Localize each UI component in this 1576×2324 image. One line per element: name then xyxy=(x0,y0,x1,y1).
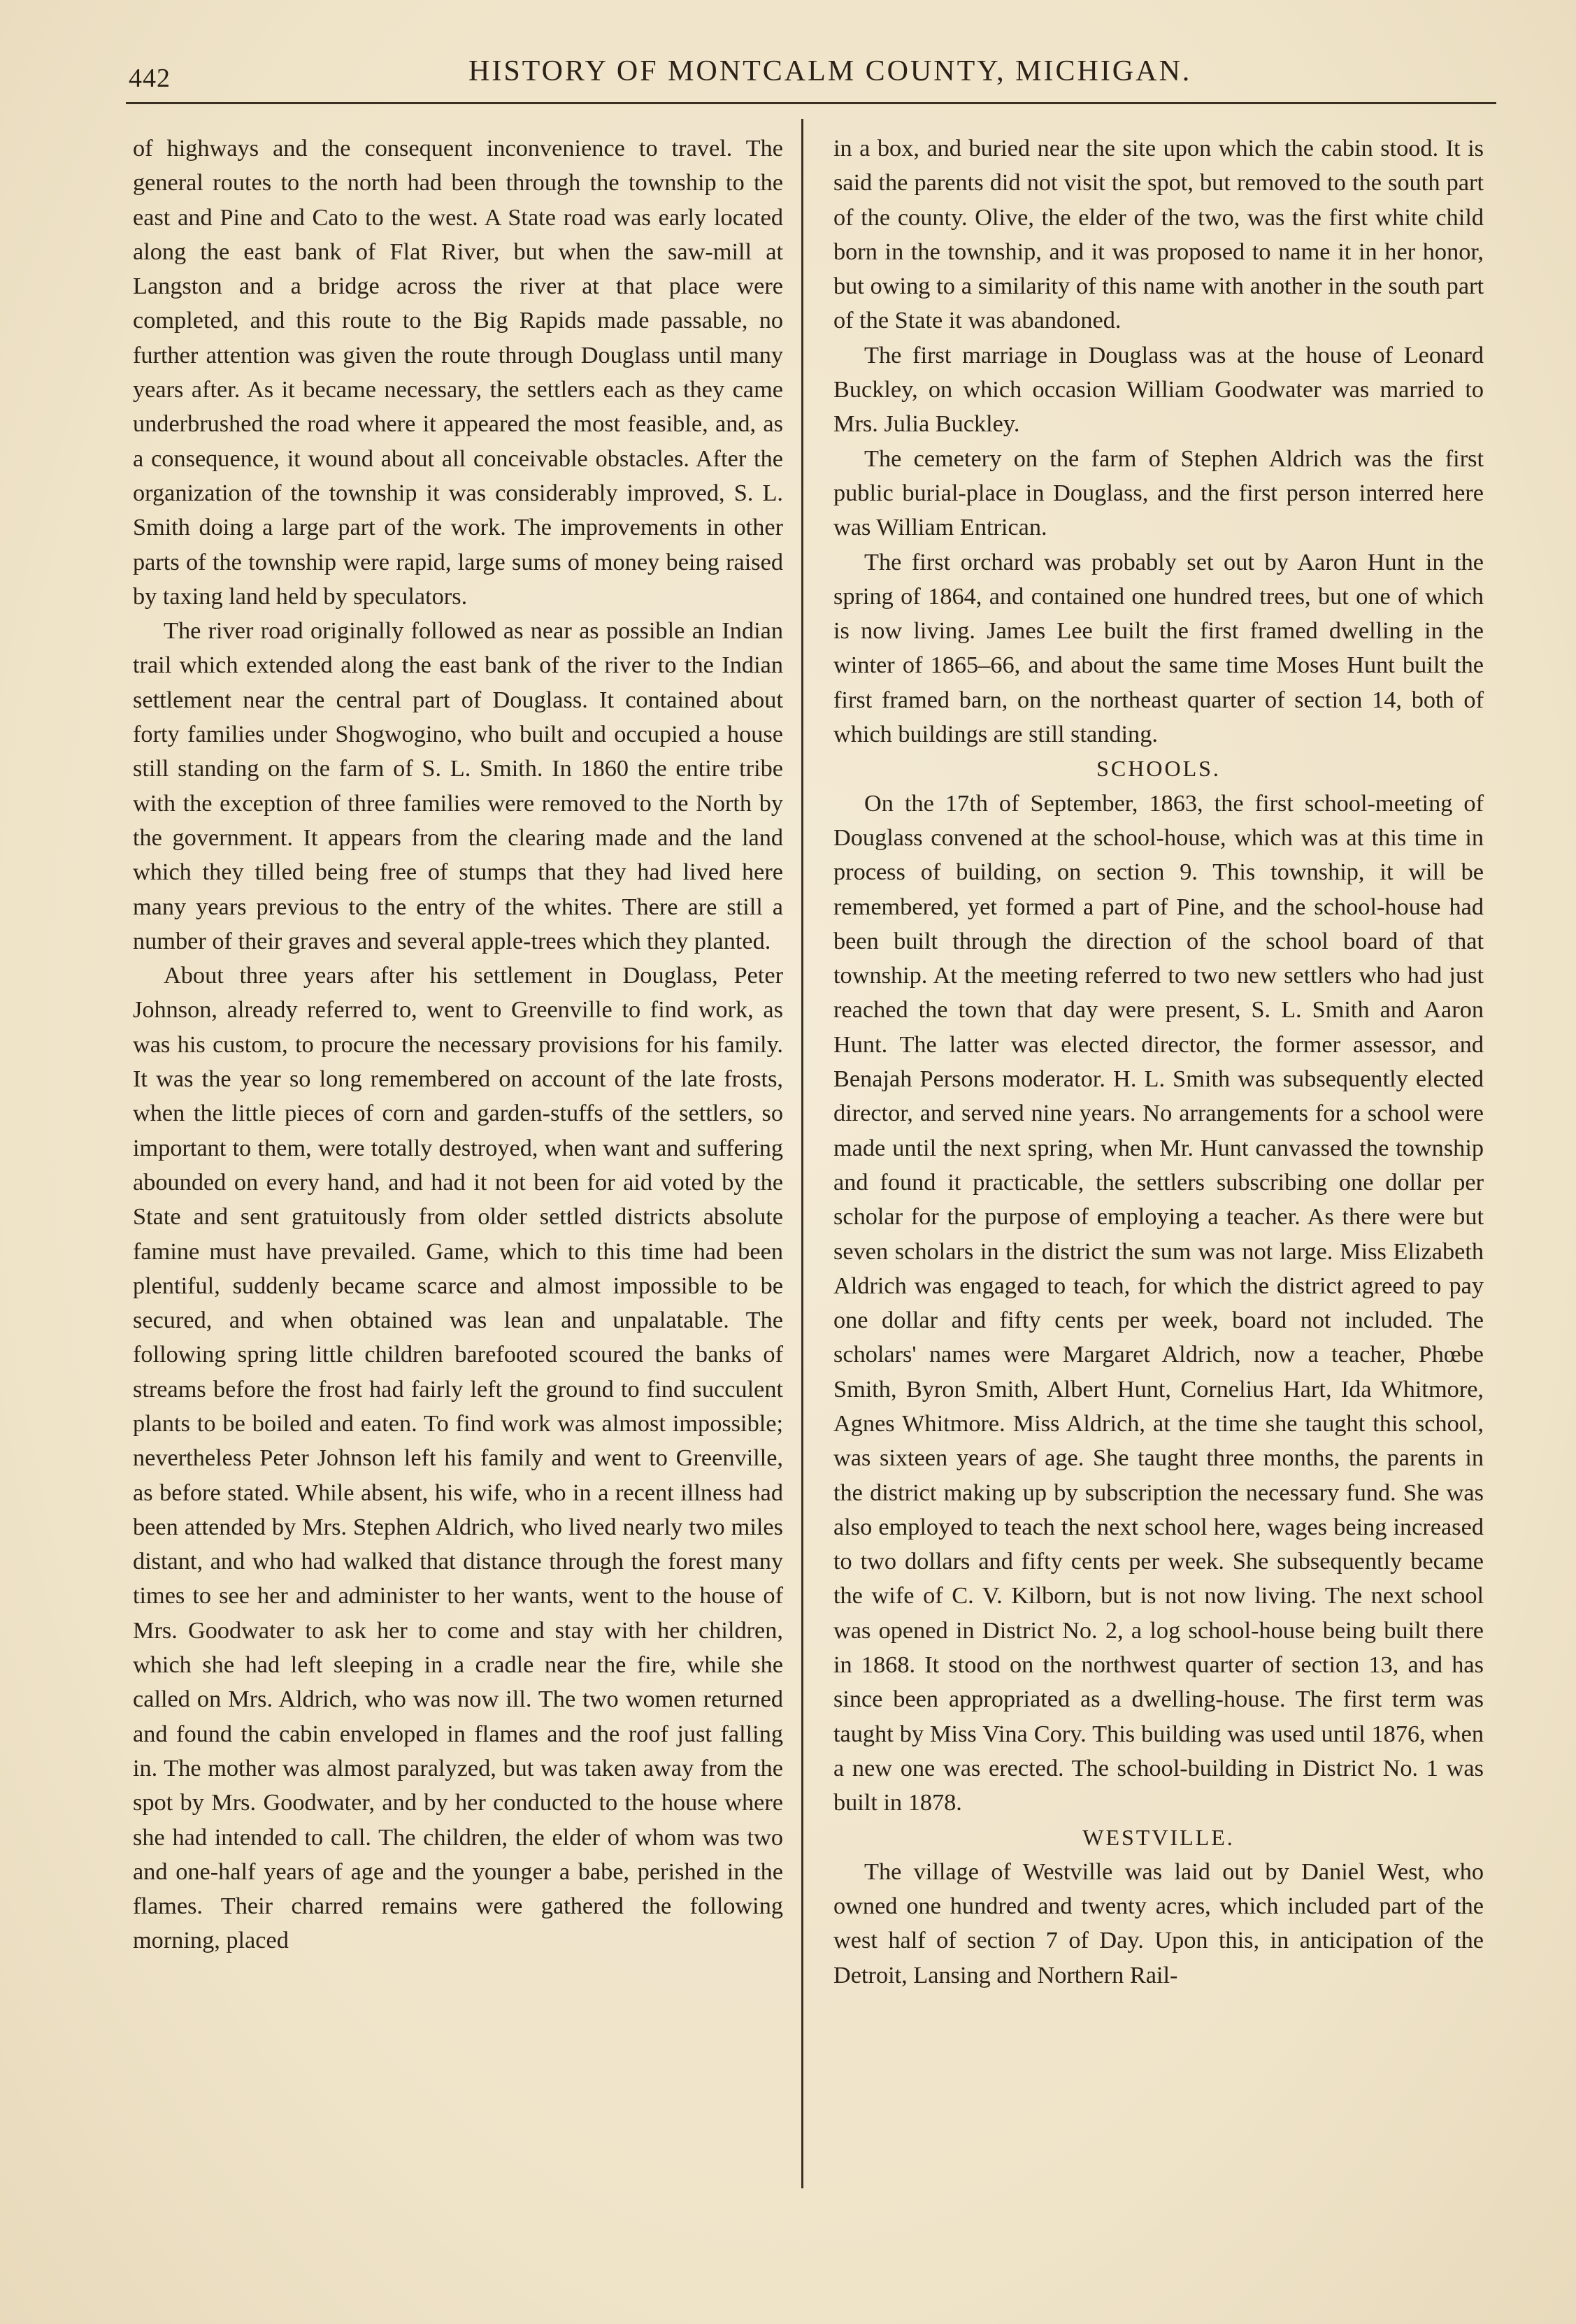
heading-westville: WESTVILLE. xyxy=(1082,1824,1235,1850)
heading-schools: SCHOOLS. xyxy=(1096,756,1221,782)
right-column xyxy=(833,131,1484,1993)
left-column xyxy=(133,131,783,1958)
paragraph-first-orchard: The first orchard was probably set out by Aaron Hunt in the spring of 1864, and contained one hundred trees, but one of which is now living. James Lee built the first framed dwelling in the winter of 1865–66, and about the same time Moses Hunt built the first framed barn, on the northeast quarter of section 14, both of which buildings are still standing. xyxy=(833,548,1484,748)
column-divider xyxy=(801,119,803,2188)
page-number: 442 xyxy=(129,64,171,93)
running-title: HISTORY OF MONTCALM COUNTY, MICHIGAN. xyxy=(468,55,1192,87)
paragraph-westville: The village of Westville was laid out by Daniel West, who owned one hundred and twenty acres, which included part of the west half of section 7 of Day. Upon this, in anticipation of the Detroit, Lansing and Northern Rail- xyxy=(833,1858,1484,1988)
paragraph-highways: of highways and the consequent inconvenience to travel. The general routes to the north had been through the township to the east and Pine and Cato to the west. A State road was early located along the east bank of Flat River, but when the saw-mill at Langston and a bridge across the river at that place were completed, and this route to the Big Rapids made passable, no further attention was given the route through Douglass until many years after. As it became necessary, the settlers each as they came underbrushed the road where it appeared the most feasible, and, as a consequence, it wound about all conceivable obstacles. After the organization of the township it was considerably improved, S. L. Smith doing a large part of the work. The improvements in other parts of the township were rapid, large sums of money being raised by taxing land held by speculators. xyxy=(133,135,783,610)
paragraph-river-road: The river road originally followed as near as possible an Indian trail which extended along the east bank of the river to the Indian settlement near the central part of Douglass. It contained about forty families under Shogwogino, who built and occupied a house still standing on the farm of S. L. Smith. In 1860 the entire tribe with the exception of three families were removed to the North by the government. It appears from the clearing made and the land which they tilled being free of stumps that they had lived here many years previous to the entry of the whites. There are still a number of their graves and several apple-trees which they planted. xyxy=(133,617,783,954)
paragraph-first-marriage: The first marriage in Douglass was at the house of Leonard Buckley, on which occasion William Goodwater was married to Mrs. Julia Buckley. xyxy=(833,341,1484,438)
paragraph-peter-johnson: About three years after his settlement in Douglass, Peter Johnson, already referred to, went to Greenville to find work, as was his custom, to procure the necessary provisions for his family. It was the year so long remembered on account of the late frosts, when the little pieces of corn and garden-stuffs of the settlers, so important to them, were totally destroyed, when want and suffering abounded on every hand, and had it not been for aid voted by the State and sent gratuitously from older settled districts absolute famine must have prevailed. Game, which to this time had been plentiful, suddenly became scarce and almost impossible to be secured, and when obtained was lean and unpalatable. The following spring little children barefooted scoured the banks of streams before the frost had fairly left the ground to find succulent plants to be boiled and eaten. To find work was almost impossible; nevertheless Peter Johnson left his family and went to Greenville, as before stated. While absent, his wife, who in a recent illness had been attended by Mrs. Stephen Aldrich, who lived nearly two miles distant, and who had walked that distance through the forest many times to see her and administer to her wants, went to the house of Mrs. Goodwater to ask her to come and stay with her children, which she had left sleeping in a cradle near the fire, while she called on Mrs. Aldrich, who was now ill. The two women returned and found the cabin enveloped in flames and the roof just falling in. The mother was almost paralyzed, but was taken away from the spot by Mrs. Goodwater, and by her conducted to the house where she had intended to call. The children, the elder of whom was two and one-half years of age and the younger a babe, perished in the flames. Their charred remains were gathered the following morning, placed xyxy=(133,962,783,1954)
header-rule xyxy=(126,102,1496,104)
page-header xyxy=(126,50,1496,99)
paragraph-burial: in a box, and buried near the site upon which the cabin stood. It is said the parents did not visit the spot, but removed to the south part of the county. Olive, the elder of the two, was the first white child born in the township, and it was proposed to name it in her honor, but owing to a similarity of this name with another in the south part of the State it was abandoned. xyxy=(833,135,1484,334)
paragraph-cemetery: The cemetery on the farm of Stephen Aldrich was the first public burial-place in Douglass, and the first person interred here was William Entrican. xyxy=(833,445,1484,541)
paragraph-schools: On the 17th of September, 1863, the first school-meeting of Douglass convened at the school-house, which was at this time in process of building, on section 9. This township, it will be remembered, yet formed a part of Pine, and the school-house had been built through the direction of the school board of that township. At the meeting referred to two new settlers who had just reached the town that day were present, S. L. Smith and Aaron Hunt. The latter was elected director, the former assessor, and Benajah Persons moderator. H. L. Smith was subsequently elected director, and served nine years. No arrangements for a school were made until the next spring, when Mr. Hunt canvassed the township and found it practicable, the settlers subscribing one dollar per scholar for the purpose of employing a teacher. As there were but seven scholars in the district the sum was not large. Miss Elizabeth Aldrich was engaged to teach, for which the district agreed to pay one dollar and fifty cents per week, board not included. The scholars' names were Margaret Aldrich, now a teacher, Phœbe Smith, Byron Smith, Albert Hunt, Cornelius Hart, Ida Whitmore, Agnes Whitmore. Miss Aldrich, at the time she taught this school, was sixteen years of age. She taught three months, the parents in the district making up by subscription the necessary fund. She was also employed to teach the next school here, wages being increased to two dollars and fifty cents per week. She subsequently became the wife of C. V. Kilborn, but is not now living. The next school was opened in District No. 2, a log school-house being built there in 1868. It stood on the northwest quarter of section 13, and has since been appropriated as a dwelling-house. The first term was taught by Miss Vina Cory. This building was used until 1876, when a new one was erected. The school-building in District No. 1 was built in 1878. xyxy=(833,789,1484,1816)
